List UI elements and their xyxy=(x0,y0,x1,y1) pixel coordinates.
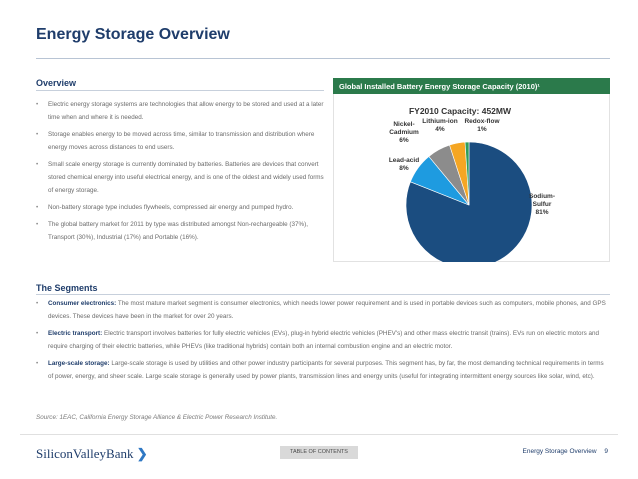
chart-title: FY2010 Capacity: 452MW xyxy=(408,106,512,116)
pie-label-lead-acid: Lead-acid 8% xyxy=(388,157,420,172)
page-number: 9 xyxy=(604,448,608,455)
pie-label-sodium-sulfur: Sodium-Sulfur 81% xyxy=(529,193,555,216)
segment-text: The most mature market segment is consumer electronics, which needs lower power requirement and is used in portable devices such as computers, mobile phones, and GPS devices. These devices have been in the market for over 20 years. xyxy=(48,300,606,320)
footer-divider xyxy=(20,434,618,435)
overview-bullet-list xyxy=(36,98,324,248)
footer-section xyxy=(517,448,609,455)
pie-label-lithium-ion: Lithium-ion 4% xyxy=(422,118,458,133)
source-note: Source: 1EAC, California Energy Storage Alliance & Electric Power Research Institute. xyxy=(36,414,278,421)
overview-bullet: • Small scale energy storage is currently dominated by batteries. Batteries are devices that convert stored chemical energy into useful electrical energy, and is one of the oldest and widely used forms of energy storage. xyxy=(36,158,324,197)
overview-bullet: • Storage enables energy to be moved across time, similar to transmission and distribution where energy moves across distances to end users. xyxy=(36,128,324,154)
brand-logo xyxy=(36,446,148,462)
chart-panel xyxy=(333,94,610,262)
segments-heading: The Segments xyxy=(36,283,98,293)
overview-bullet: • The global battery market for 2011 by type was distributed amongst Non-rechargeable (37%), Transport (30%), Industrial (17%) and Portable (16%). xyxy=(36,218,324,244)
chart-header: Global Installed Battery Energy Storage Capacity (2010)¹ xyxy=(333,78,610,94)
table-of-contents-button[interactable]: TABLE OF CONTENTS xyxy=(280,446,358,459)
segment-text: Electric transport involves batteries for fully electric vehicles (EVs), plug-in hybrid electric vehicles (PHEV's) and other mass electric transit (trains). EVs run on electric motors and require charging of their electric batteries, while PHEVs (like traditional hybrids) contain both an internal combustion engine and an electric motor. xyxy=(48,330,599,350)
segments-list xyxy=(36,297,610,387)
segment-term: Large-scale storage: xyxy=(48,360,110,367)
overview-heading: Overview xyxy=(36,78,77,88)
pie-label-nickel-cadmium: Nickel-Cadmium 6% xyxy=(389,121,419,144)
segment-item xyxy=(36,357,610,383)
overview-bullet: • Non-battery storage type includes flywheels, compressed air energy and pumped hydro. xyxy=(36,201,324,214)
segments-divider xyxy=(36,294,610,295)
segment-term: Consumer electronics: xyxy=(48,300,117,307)
footer-section-title: Energy Storage Overview xyxy=(522,448,597,455)
pie-chart xyxy=(334,94,611,262)
pie-label-redox-flow: Redox-flow 1% xyxy=(464,118,500,133)
overview-bullet: • Electric energy storage systems are technologies that allow energy to be stored and used at a later time when and where it is needed. xyxy=(36,98,324,124)
page-title: Energy Storage Overview xyxy=(36,26,230,43)
logo-text: SiliconValleyBank xyxy=(36,446,134,461)
segment-term: Electric transport: xyxy=(48,330,103,337)
segment-item xyxy=(36,327,610,353)
title-divider xyxy=(36,58,610,59)
logo-chevron-icon: ❯ xyxy=(136,446,148,461)
segment-text: Large-scale storage is used by utilities and other power industry participants for several purposes. This segment has, by far, the most demanding technical requirements in terms of power, energy, and sheer scale. Large scale storage is generally used by power plants, transmission lines and energy units (useful for integrating intermittent energy sources like solar, wind, etc). xyxy=(48,360,604,380)
segment-item xyxy=(36,297,610,323)
overview-divider xyxy=(36,90,324,91)
